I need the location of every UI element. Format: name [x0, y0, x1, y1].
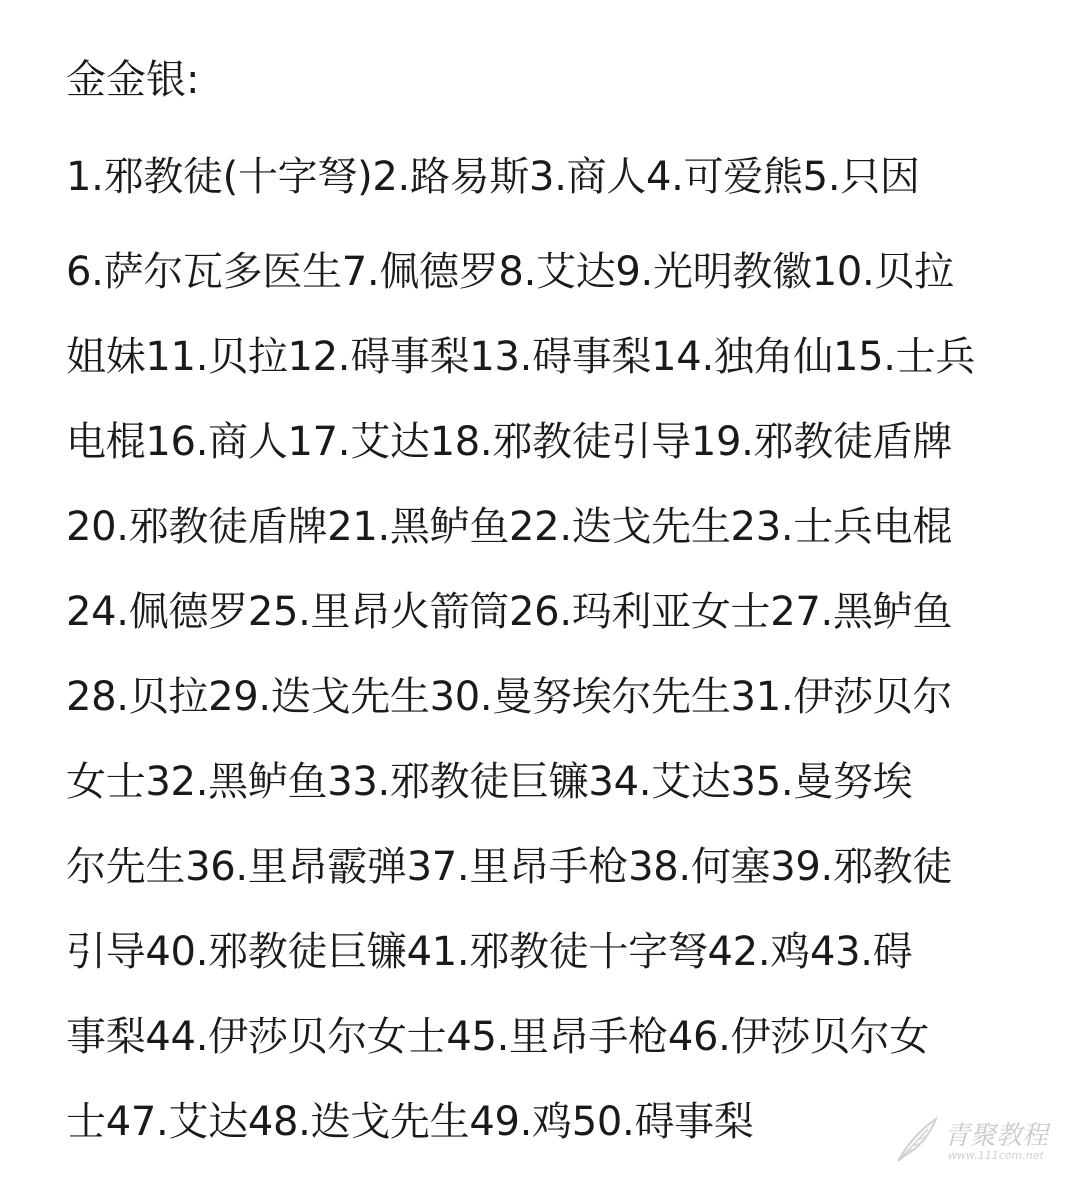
- list-line: 24.佩德罗25.里昂火箭筒26.玛利亚女士27.黑鲈鱼: [66, 589, 953, 635]
- list-line: 士47.艾达48.迭戈先生49.鸡50.碍事梨: [66, 1099, 754, 1145]
- feather-logo-icon: [892, 1115, 942, 1165]
- list-line: 女士32.黑鲈鱼33.邪教徒巨镰34.艾达35.曼努埃: [66, 759, 913, 805]
- watermark-name: 青聚教程: [944, 1121, 1049, 1151]
- watermark-url: www.111com.net: [948, 1149, 1044, 1162]
- list-body: [66, 150, 1026, 1180]
- list-line: 20.邪教徒盾牌21.黑鲈鱼22.迭戈先生23.士兵电棍: [66, 504, 953, 550]
- list-line: 引导40.邪教徒巨镰41.邪教徒十字弩42.鸡43.碍: [66, 929, 913, 975]
- list-line: 事梨44.伊莎贝尔女士45.里昂手枪46.伊莎贝尔女: [66, 1014, 930, 1060]
- list-line: 28.贝拉29.迭戈先生30.曼努埃尔先生31.伊莎贝尔: [66, 674, 953, 720]
- heading-text: 金金银:: [66, 57, 200, 103]
- list-line: 姐妹11.贝拉12.碍事梨13.碍事梨14.独角仙15.士兵: [66, 334, 976, 380]
- list-line: 尔先生36.里昂霰弹37.里昂手枪38.何塞39.邪教徒: [66, 844, 953, 890]
- watermark: [892, 1113, 1062, 1169]
- list-line: 电棍16.商人17.艾达18.邪教徒引导19.邪教徒盾牌: [66, 419, 953, 465]
- list-line: 1.邪教徒(十字弩)2.路易斯3.商人4.可爱熊5.只因: [66, 154, 920, 200]
- list-line: 6.萨尔瓦多医生7.佩德罗8.艾达9.光明教徽10.贝拉: [66, 249, 954, 295]
